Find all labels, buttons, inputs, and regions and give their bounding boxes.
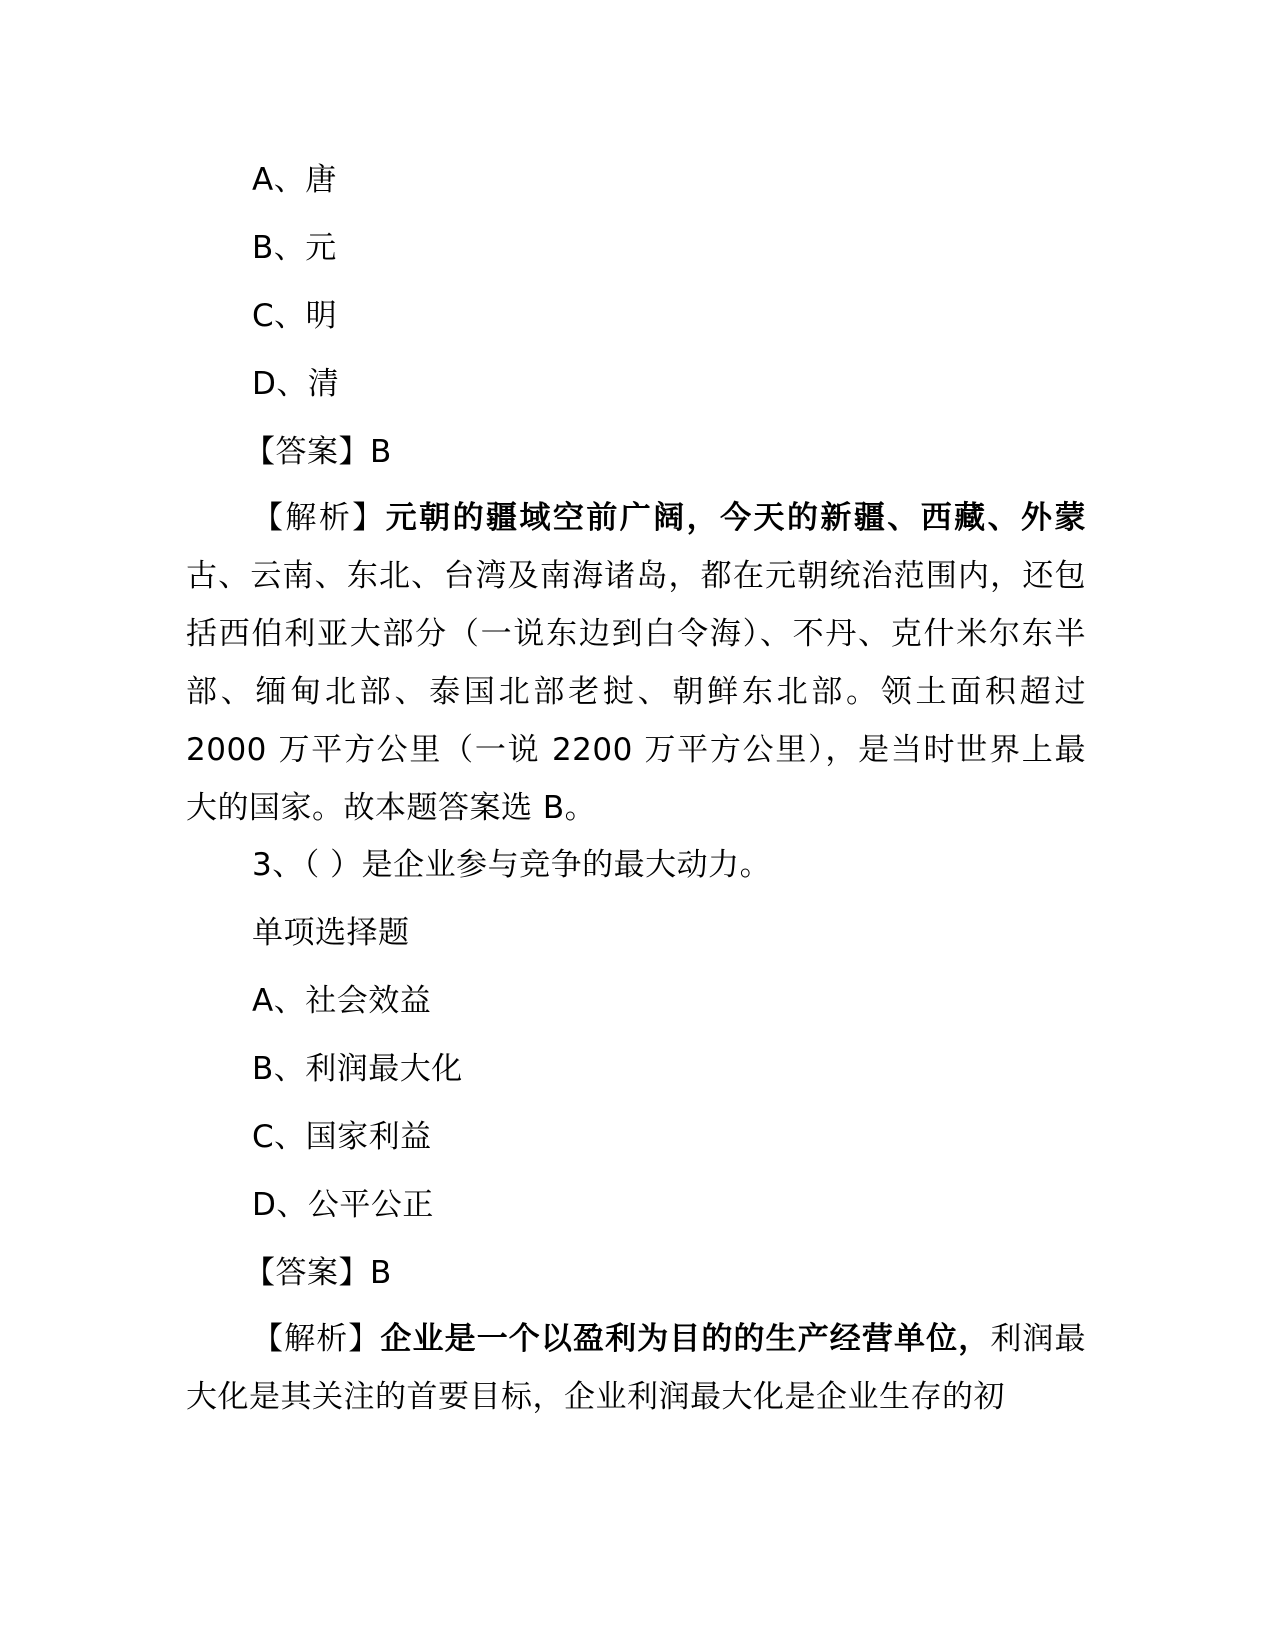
q3-analysis [186, 1310, 1086, 1426]
q3-question: 3、（ ）是企业参与竞争的最大动力。 [252, 847, 772, 883]
q3-analysis-label: 【解析】 [252, 1321, 381, 1357]
q3-option-d: D、公平公正 [252, 1187, 434, 1223]
q3-option-a: A、社会效益 [252, 983, 432, 1019]
q3-answer: 【答案】B [244, 1255, 392, 1291]
q2-analysis-highlight: 元朝的疆域空前广阔，今天的新疆、西藏、外蒙 [385, 500, 1086, 536]
q3-analysis-highlight: 企业是一个以盈利为目的的生产经营单位， [380, 1321, 991, 1357]
q2-analysis-label: 【解析】 [252, 500, 386, 536]
q2-analysis-text: 古、云南、东北、台湾及南海诸岛，都在元朝统治范围内，还包括西伯利亚大部分（一说东边到白令海）、不丹、克什米尔东半部、缅甸北部、泰国北部老挝、朝鲜东北部。领土面积超过 2000 万平方公里（一说 2200 万平方公里），是当时世界上最大的国家。故本题答案选 B。 [186, 558, 1086, 826]
q2-option-b: B、元 [252, 230, 337, 266]
q3-option-b: B、利润最大化 [252, 1051, 463, 1087]
q2-analysis [186, 489, 1086, 837]
q3-question-type: 单项选择题 [252, 915, 410, 951]
q2-option-c: C、明 [252, 298, 338, 334]
q2-answer: 【答案】B [244, 434, 392, 470]
q2-option-d: D、清 [252, 366, 340, 402]
q3-analysis-text: 利润最大化是其关注的首要目标，企业利润最大化是企业生存的初 [186, 1321, 1087, 1415]
q3-option-c: C、国家利益 [252, 1119, 432, 1155]
q2-option-a: A、唐 [252, 162, 337, 198]
